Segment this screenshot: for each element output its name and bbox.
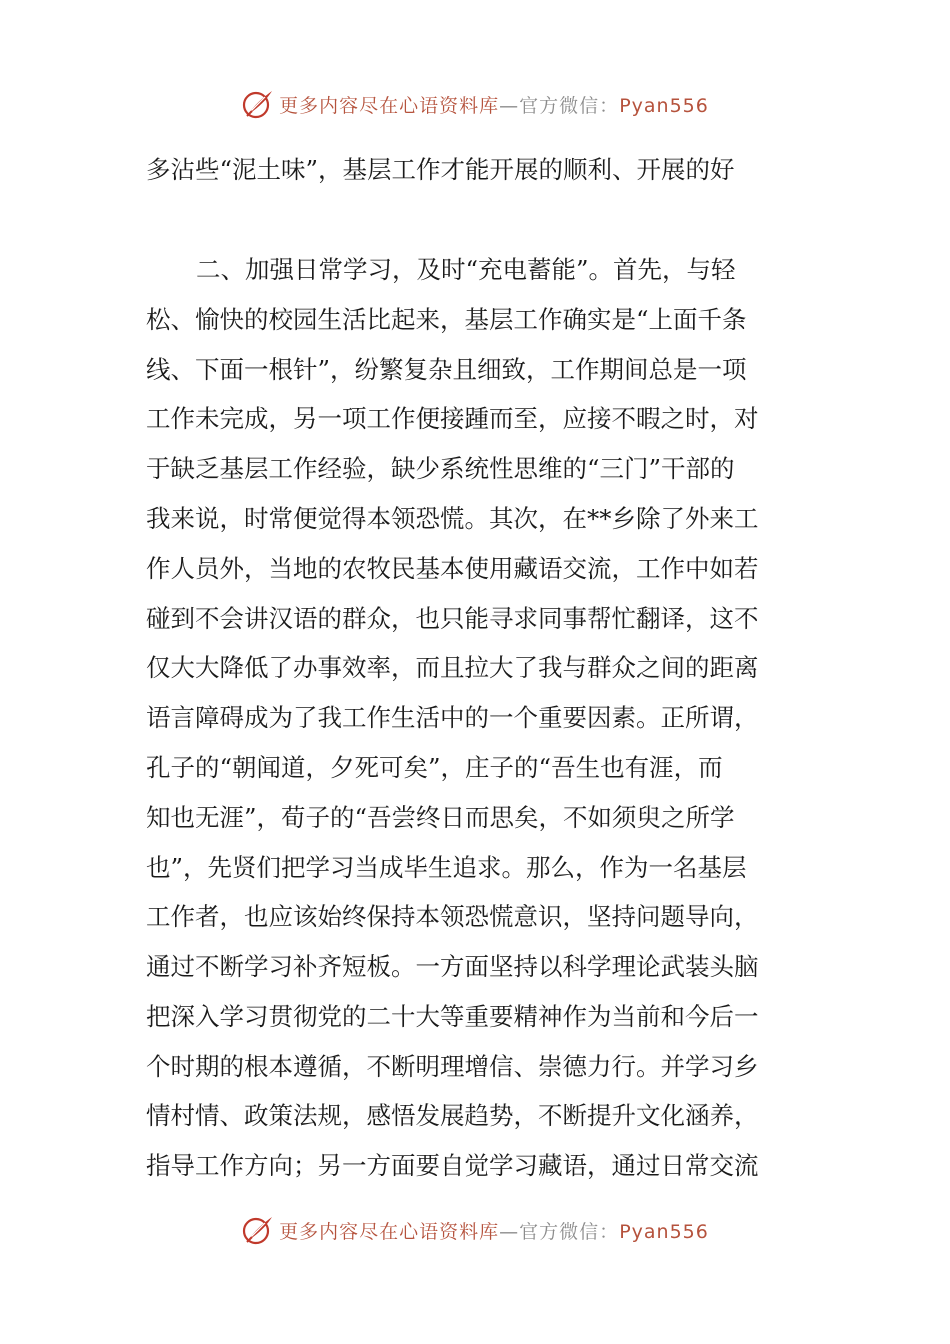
text-line: 我来说，时常便觉得本领恐慌。其次，在**乡除了外来工 bbox=[146, 504, 759, 533]
watermark-footer bbox=[0, 1210, 950, 1250]
text-line: 把深入学习贯彻党的二十大等重要精神作为当前和今后一 bbox=[146, 1002, 759, 1031]
text-line: 碰到不会讲汉语的群众，也只能寻求同事帮忙翻译，这不 bbox=[146, 604, 759, 633]
watermark-brand: 更多内容尽在心语资料库 bbox=[279, 1220, 500, 1243]
text-line: 情村情、政策法规，感悟发展趋势，不断提升文化涵养， bbox=[146, 1101, 759, 1130]
watermark-wechat-label: 官方微信： bbox=[519, 94, 620, 117]
paragraph-first-line: 二、加强日常学习，及时“充电蓄能”。首先，与轻 bbox=[196, 255, 736, 284]
watermark-dash: — bbox=[499, 94, 520, 117]
watermark-wechat-label: 官方微信： bbox=[519, 1220, 620, 1243]
text-line: 仅大大降低了办事效率，而且拉大了我与群众之间的距离 bbox=[146, 653, 759, 682]
text-line: 于缺乏基层工作经验，缺少系统性思维的“三门”干部的 bbox=[146, 454, 735, 483]
quill-logo-icon bbox=[241, 87, 275, 121]
text-line: 松、愉快的校园生活比起来，基层工作确实是“上面千条 bbox=[146, 305, 747, 334]
text-line: 通过不断学习补齐短板。一方面坚持以科学理论武装头脑 bbox=[146, 952, 759, 981]
watermark-dash: — bbox=[499, 1220, 520, 1243]
text-line-continuation: 多沾些“泥土味”，基层工作才能开展的顺利、开展的好 bbox=[146, 155, 735, 184]
watermark-header bbox=[0, 84, 950, 124]
watermark-wechat-id: Pyan556 bbox=[619, 94, 709, 117]
text-line: 工作未完成，另一项工作便接踵而至，应接不暇之时，对 bbox=[146, 404, 759, 433]
text-line: 个时期的根本遵循，不断明理增信、崇德力行。并学习乡 bbox=[146, 1052, 759, 1081]
text-line: 也”，先贤们把学习当成毕生追求。那么，作为一名基层 bbox=[146, 853, 747, 882]
watermark-brand: 更多内容尽在心语资料库 bbox=[279, 94, 500, 117]
text-line: 孔子的“朝闻道，夕死可矣”，庄子的“吾生也有涯，而 bbox=[146, 753, 723, 782]
text-line: 知也无涯”，荀子的“吾尝终日而思矣，不如须臾之所学 bbox=[146, 803, 735, 832]
text-line: 线、下面一根针”，纷繁复杂且细致，工作期间总是一项 bbox=[146, 355, 747, 384]
quill-logo-icon bbox=[241, 1213, 275, 1247]
text-line: 作人员外，当地的农牧民基本使用藏语交流，工作中如若 bbox=[146, 554, 759, 583]
watermark-wechat-id: Pyan556 bbox=[619, 1220, 709, 1243]
text-line: 工作者，也应该始终保持本领恐慌意识，坚持问题导向， bbox=[146, 902, 759, 931]
text-line: 指导工作方向；另一方面要自觉学习藏语，通过日常交流 bbox=[146, 1151, 759, 1180]
text-line: 语言障碍成为了我工作生活中的一个重要因素。正所谓， bbox=[146, 703, 759, 732]
